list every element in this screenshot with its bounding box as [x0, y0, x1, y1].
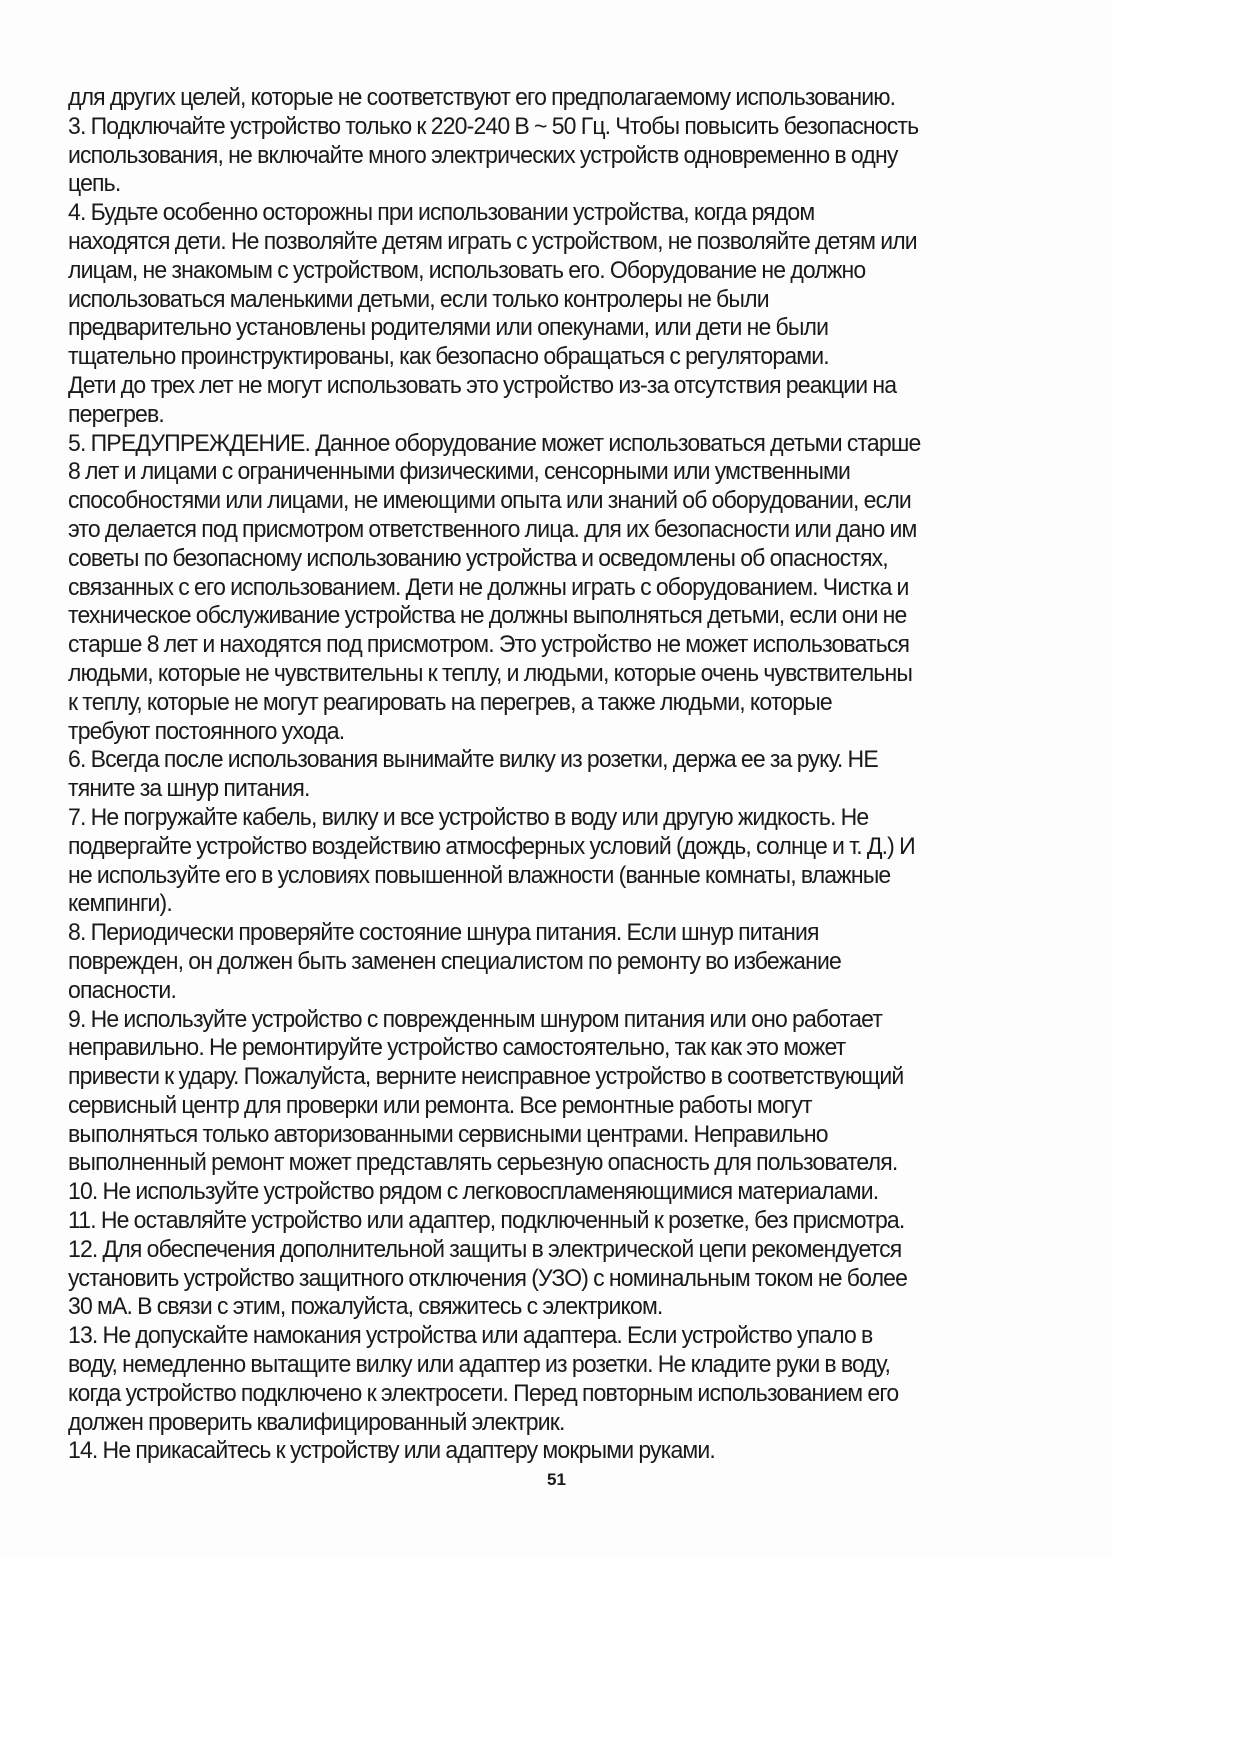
- text-line: 14. Не прикасайтесь к устройству или адаптеру мокрыми руками.: [68, 1437, 715, 1465]
- text-line: техническое обслуживание устройства не должны выполняться детьми, если они не: [68, 602, 907, 630]
- text-line: должен проверить квалифицированный электрик.: [68, 1408, 565, 1436]
- text-line: перегрев.: [68, 400, 164, 428]
- text-line: это делается под присмотром ответственного лица. для их безопасности или дано им: [68, 515, 917, 543]
- text-line: тяните за шнур питания.: [68, 775, 310, 803]
- text-line: связанных с его использованием. Дети не должны играть с оборудованием. Чистка и: [68, 573, 909, 601]
- text-line: советы по безопасному использованию устройства и осведомлены об опасностях,: [68, 544, 888, 572]
- text-line: неправильно. Не ремонтируйте устройство самостоятельно, так как это может: [68, 1034, 846, 1062]
- text-line: выполняться только авторизованными сервисными центрами. Неправильно: [68, 1120, 828, 1148]
- text-line: 13. Не допускайте намокания устройства или адаптера. Если устройство упало в: [68, 1322, 873, 1350]
- text-line: не используйте его в условиях повышенной влажности (ванные комнаты, влажные: [68, 861, 891, 889]
- text-line: к теплу, которые не могут реагировать на перегрев, а также людьми, которые: [68, 688, 832, 716]
- text-line: 4. Будьте особенно осторожны при использовании устройства, когда рядом: [68, 199, 815, 227]
- text-line: 6. Всегда после использования вынимайте вилку из розетки, держа ее за руку. НЕ: [68, 746, 878, 774]
- text-line: 11. Не оставляйте устройство или адаптер, подключенный к розетке, без присмотра.: [68, 1207, 905, 1235]
- text-line: выполненный ремонт может представлять серьезную опасность для пользователя.: [68, 1149, 898, 1177]
- text-line: лицам, не знакомым с устройством, использовать его. Оборудование не должно: [68, 256, 866, 284]
- text-line: поврежден, он должен быть заменен специалистом по ремонту во избежание: [68, 947, 841, 975]
- text-line: для других целей, которые не соответствуют его предполагаемому использованию.: [68, 84, 896, 111]
- text-line: 30 мА. В связи с этим, пожалуйста, свяжитесь с электриком.: [68, 1293, 663, 1321]
- text-line: 9. Не используйте устройство с поврежденным шнуром питания или оно работает: [68, 1005, 883, 1033]
- text-line: находятся дети. Не позволяйте детям играть с устройством, не позволяйте детям или: [68, 227, 917, 255]
- text-line: сервисный центр для проверки или ремонта. Все ремонтные работы могут: [68, 1091, 812, 1119]
- text-line: привести к удару. Пожалуйста, верните неисправное устройство в соответствующий: [68, 1063, 904, 1091]
- text-line: 7. Не погружайте кабель, вилку и все устройство в воду или другую жидкость. Не: [68, 803, 869, 831]
- text-line: 10. Не используйте устройство рядом с легковоспламеняющимися материалами.: [68, 1178, 879, 1206]
- text-line: использоваться маленькими детьми, если только контролеры не были: [68, 285, 769, 313]
- page-number: 51: [547, 1470, 566, 1489]
- text-line: 12. Для обеспечения дополнительной защиты в электрической цепи рекомендуется: [68, 1235, 902, 1263]
- text-line: кемпинги).: [68, 890, 172, 918]
- text-line: способностями или лицами, не имеющими опыта или знаний об оборудовании, если: [68, 487, 911, 515]
- text-line: подвергайте устройство воздействию атмосферных условий (дождь, солнце и т. Д.) И: [68, 832, 915, 860]
- text-line: 8. Периодически проверяйте состояние шнура питания. Если шнур питания: [68, 919, 819, 947]
- text-line: установить устройство защитного отключения (УЗО) с номинальным током не более: [68, 1264, 908, 1292]
- text-line: когда устройство подключено к электросети. Перед повторным использованием его: [68, 1379, 899, 1407]
- text-line: опасности.: [68, 976, 176, 1004]
- text-line: требуют постоянного ухода.: [68, 717, 345, 745]
- text-line: цепь.: [68, 170, 121, 198]
- text-line: воду, немедленно вытащите вилку или адаптер из розетки. Не кладите руки в воду,: [68, 1351, 891, 1379]
- text-line: старше 8 лет и находятся под присмотром. Это устройство не может использоваться: [68, 631, 910, 659]
- text-line: использования, не включайте много электрических устройств одновременно в одну: [68, 141, 898, 169]
- text-line: 8 лет и лицами с ограниченными физическими, сенсорными или умственными: [68, 458, 851, 486]
- text-line: предварительно установлены родителями или опекунами, или дети не были: [68, 314, 829, 342]
- text-line: 5. ПРЕДУПРЕЖДЕНИЕ. Данное оборудование может использоваться детьми старше: [68, 429, 921, 457]
- document-body: [68, 84, 999, 1466]
- text-line: 3. Подключайте устройство только к 220-240 В ~ 50 Гц. Чтобы повысить безопасность: [68, 112, 919, 140]
- text-line: Дети до трех лет не могут использовать это устройство из-за отсутствия реакции на: [68, 371, 897, 399]
- text-line: людьми, которые не чувствительны к теплу, и людьми, которые очень чувствительны: [68, 659, 913, 687]
- text-line: тщательно проинструктированы, как безопасно обращаться с регуляторами.: [68, 343, 829, 371]
